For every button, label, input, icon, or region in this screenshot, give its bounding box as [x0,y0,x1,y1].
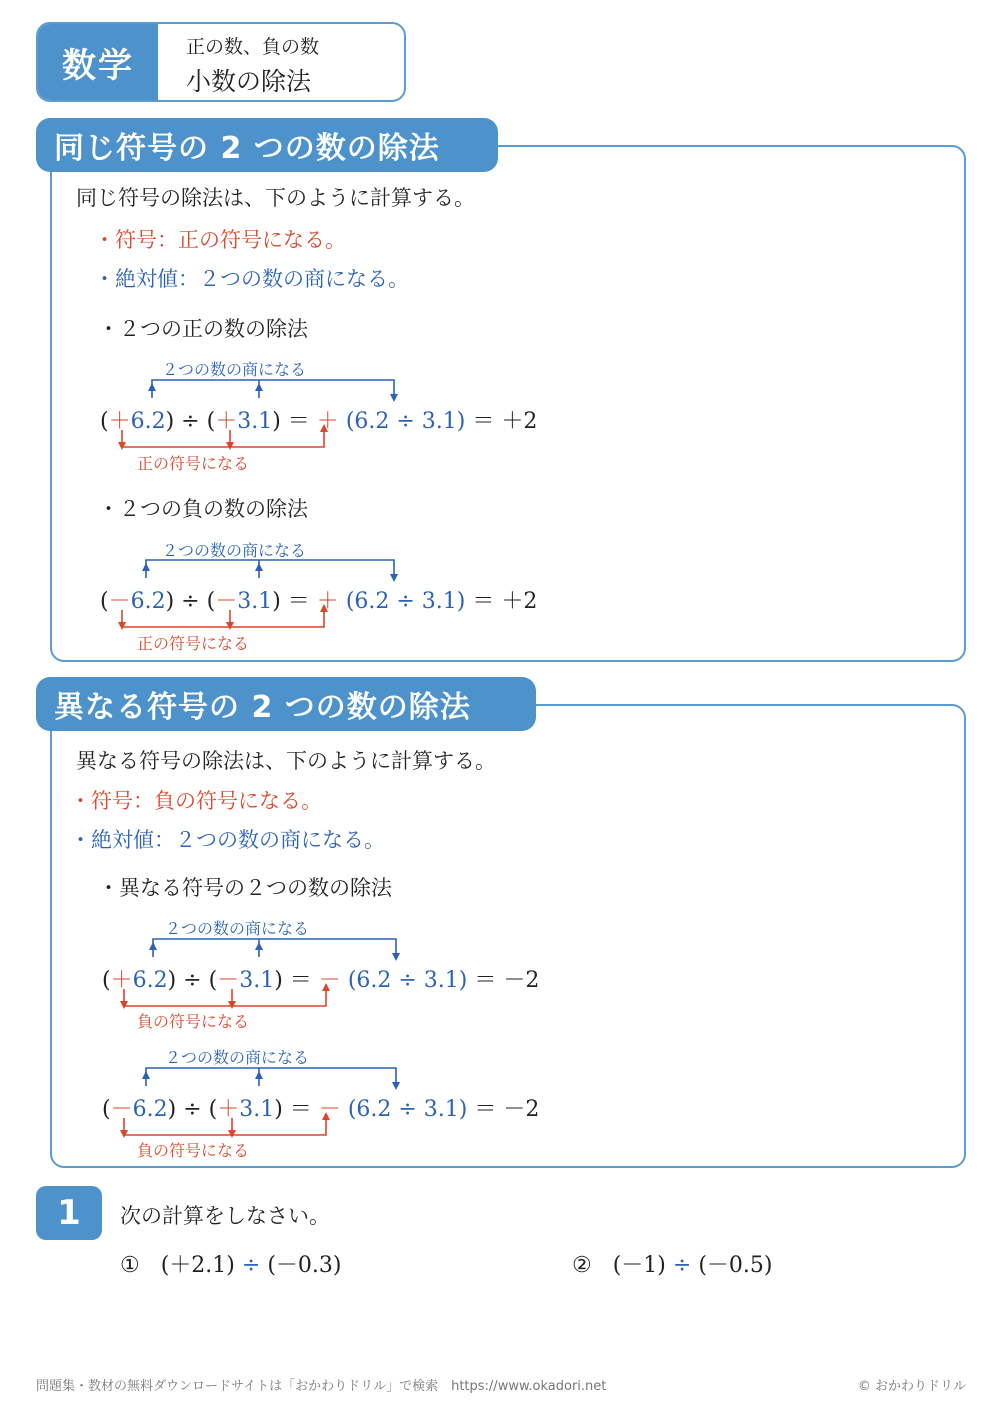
problem-item-operator: ÷ [672,1253,692,1278]
quotient-label: ２つの数の商になる [165,919,310,938]
quotient-label: ２つの数の商になる [162,360,307,379]
eq-number: 3.1 [237,409,273,434]
eq-result-sign: ＋ [316,589,339,614]
footer-site-info: 問題集・教材の無料ダウンロードサイトは「おかわりドリル」で検索 https://www.okadori.net [36,1379,607,1394]
eq-result-quotient: (6.2 ÷ 3.1) [345,589,466,614]
eq-operator: ) ＝ [274,1097,312,1122]
eq-number: 6.2 [130,589,166,614]
unit-name: 正の数、負の数 [186,36,320,58]
equation-row [102,1092,539,1123]
eq-number: 3.1 [239,1097,275,1122]
eq-operator: ) ＝ [272,589,310,614]
section1-example1-heading: ・２つの正の数の除法 [98,317,308,341]
section2-title: 異なる符号の 2 つの数の除法 [36,677,536,731]
problem-number-badge: 1 [36,1186,102,1240]
eq-operator: ) ＝ [272,409,310,434]
eq-result: ＝ ＋2 [472,409,538,434]
sign-label: 負の符号になる [137,1141,250,1160]
sign-label: 正の符号になる [137,634,250,653]
eq-operator: ) ÷ ( [167,968,218,993]
eq-sign: － [217,968,240,993]
problem-item-marker: ① [120,1253,140,1278]
eq-result: ＝ －2 [474,1097,540,1122]
eq-operator: ) ÷ ( [165,409,216,434]
eq-result: ＝ ＋2 [472,589,538,614]
eq-sign: ＋ [108,409,131,434]
eq-sign: ＋ [215,409,238,434]
problem-item-1 [120,1248,341,1279]
eq-result-quotient: (6.2 ÷ 3.1) [347,968,468,993]
eq-result: ＝ －2 [474,968,540,993]
problem-item-expr: (＋2.1) [160,1253,235,1278]
problem-item-expr: (－0.3) [267,1253,342,1278]
section1-title: 同じ符号の 2 つの数の除法 [36,118,498,172]
sign-label: 正の符号になる [137,454,250,473]
quotient-label: ２つの数の商になる [162,541,307,560]
eq-paren: ( [102,1097,111,1122]
problem-item-marker: ② [572,1253,592,1278]
subject-tag: 数学 [38,24,158,100]
eq-number: 6.2 [132,1097,168,1122]
section1-rule-abs: ・絶対値：２つの数の商になる。 [94,267,409,291]
eq-operator: ) ＝ [274,968,312,993]
problem-item-operator: ÷ [241,1253,261,1278]
section2-intro: 異なる符号の除法は、下のように計算する。 [76,749,496,773]
eq-number: 3.1 [239,968,275,993]
sign-label: 負の符号になる [137,1012,250,1031]
eq-sign: － [108,589,131,614]
eq-operator: ) ÷ ( [167,1097,218,1122]
eq-sign: － [110,1097,133,1122]
eq-paren: ( [102,968,111,993]
eq-result-quotient: (6.2 ÷ 3.1) [347,1097,468,1122]
eq-paren: ( [100,409,109,434]
quotient-label: ２つの数の商になる [165,1048,310,1067]
section1-example2-heading: ・２つの負の数の除法 [98,497,308,521]
eq-result-sign: － [318,1097,341,1122]
eq-sign: － [215,589,238,614]
problem-item-expr: (－0.5) [698,1253,773,1278]
eq-number: 6.2 [132,968,168,993]
eq-number: 6.2 [130,409,166,434]
eq-paren: ( [100,589,109,614]
section2-rule-sign: ・符号：負の符号になる。 [70,789,322,813]
problem-instruction: 次の計算をしなさい。 [120,1204,330,1228]
section1-intro: 同じ符号の除法は、下のように計算する。 [76,186,475,210]
eq-number: 3.1 [237,589,273,614]
footer-copyright: © おかわりドリル [857,1379,966,1394]
problem-item-2 [572,1248,772,1279]
eq-result-quotient: (6.2 ÷ 3.1) [345,409,466,434]
eq-result-sign: － [318,968,341,993]
eq-sign: ＋ [217,1097,240,1122]
eq-sign: ＋ [110,968,133,993]
eq-operator: ) ÷ ( [165,589,216,614]
problem-item-expr: (－1) [612,1253,666,1278]
section2-heading: ・異なる符号の２つの数の除法 [98,876,392,900]
section2-rule-abs: ・絶対値：２つの数の商になる。 [70,828,385,852]
lesson-title: 小数の除法 [186,67,312,96]
eq-result-sign: ＋ [316,409,339,434]
section1-rule-sign: ・符号：正の符号になる。 [94,228,346,252]
